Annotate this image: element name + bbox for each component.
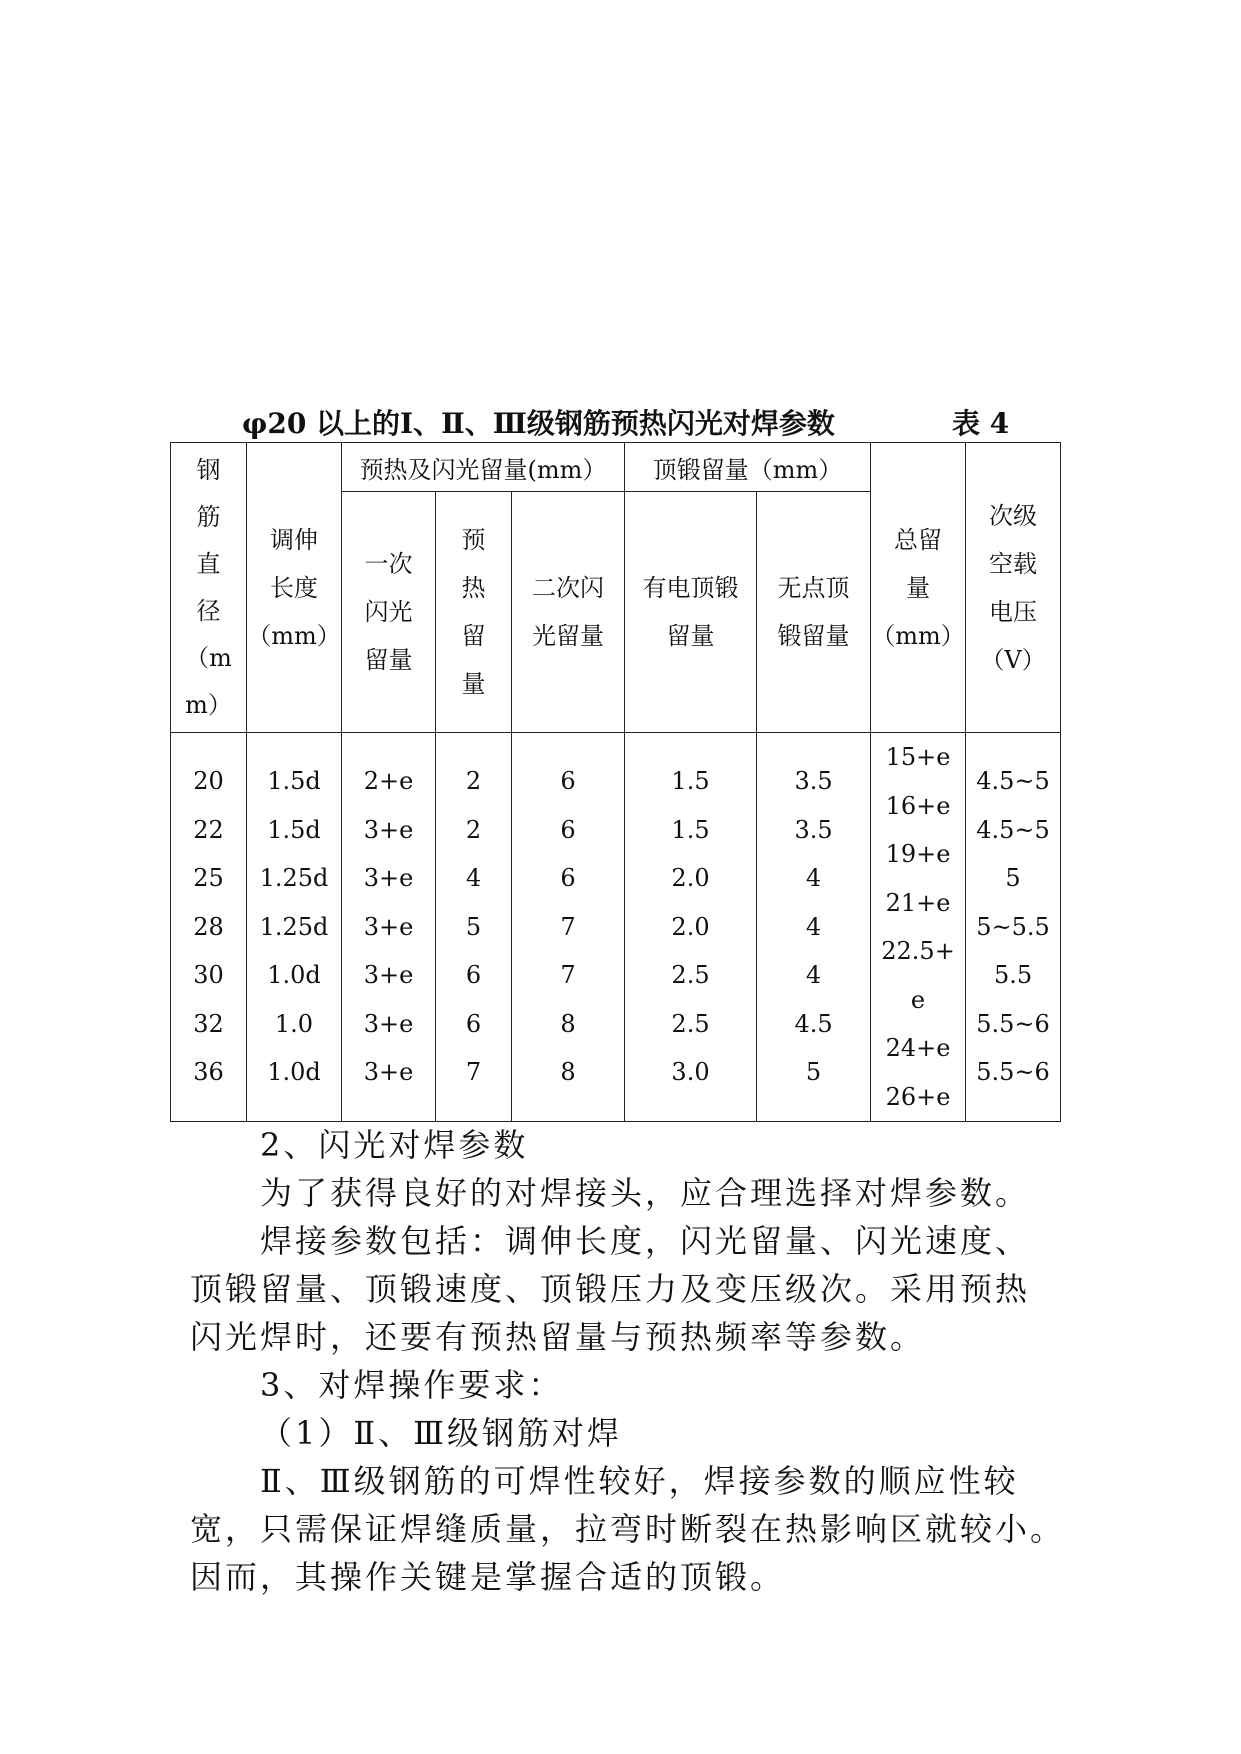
header-preheat-group: 预热及闪光留量(mm） [342, 443, 625, 492]
table-number: 表 4 [952, 407, 1010, 440]
paragraph-line: 宽，只需保证焊缝质量，拉弯时断裂在热影响区就较小。 [190, 1510, 1066, 1548]
header-preheat: 预 热 留 量 [436, 492, 512, 733]
welding-parameters-table [170, 442, 1061, 1122]
header-adjust-length: 调伸 长度 （mm） [247, 443, 342, 733]
section-heading-operation: 3、对焊操作要求： [260, 1366, 564, 1404]
header-upset-group: 顶锻留量（mm） [625, 443, 871, 492]
column-preheat: 2 2 4 5 6 6 7 [436, 733, 512, 1122]
header-powered-upset: 有电顶锻 留量 [625, 492, 757, 733]
table-title [170, 400, 1058, 444]
section-heading-flash-params: 2、闪光对焊参数 [260, 1126, 529, 1164]
column-total: 15+e 16+e 19+e 21+e 22.5+ e 24+e 26+e [871, 733, 966, 1122]
column-voltage: 4.5~5 4.5~5 5 5~5.5 5.5 5.5~6 5.5~6 [966, 733, 1061, 1122]
header-voltage: 次级 空载 电压 （V） [966, 443, 1061, 733]
header-second-flash: 二次闪 光留量 [512, 492, 625, 733]
column-second-flash: 6 6 6 7 7 8 8 [512, 733, 625, 1122]
column-adjust-length: 1.5d 1.5d 1.25d 1.25d 1.0d 1.0 1.0d [247, 733, 342, 1122]
paragraph-line: 顶锻留量、顶锻速度、顶锻压力及变压级次。采用预热 [190, 1270, 1031, 1308]
header-unpowered-upset: 无点顶 锻留量 [757, 492, 871, 733]
table-title-text: φ20 以上的Ⅰ、Ⅱ、Ⅲ级钢筋预热闪光对焊参数 [242, 407, 835, 440]
paragraph-line: 因而，其操作关键是掌握合适的顶锻。 [190, 1558, 786, 1596]
column-first-flash: 2+e 3+e 3+e 3+e 3+e 3+e 3+e [342, 733, 436, 1122]
subsection-heading: （1）Ⅱ、Ⅲ级钢筋对焊 [260, 1414, 622, 1452]
column-diameter: 20 22 25 28 30 32 36 [171, 733, 247, 1122]
paragraph-line: 焊接参数包括：调伸长度，闪光留量、闪光速度、 [260, 1222, 1031, 1260]
paragraph-line: 闪光焊时，还要有预热留量与预热频率等参数。 [190, 1318, 926, 1356]
column-unpowered-upset: 3.5 3.5 4 4 4 4.5 5 [757, 733, 871, 1122]
paragraph-line: Ⅱ、Ⅲ级钢筋的可焊性较好，焊接参数的顺应性较 [260, 1462, 1019, 1500]
header-first-flash: 一次 闪光 留量 [342, 492, 436, 733]
column-powered-upset: 1.5 1.5 2.0 2.0 2.5 2.5 3.0 [625, 733, 757, 1122]
paragraph-line: 为了获得良好的对焊接头，应合理选择对焊参数。 [260, 1174, 1031, 1212]
header-total: 总留 量 （mm） [871, 443, 966, 733]
header-diameter: 钢 筋 直 径 （m m） [171, 443, 247, 733]
